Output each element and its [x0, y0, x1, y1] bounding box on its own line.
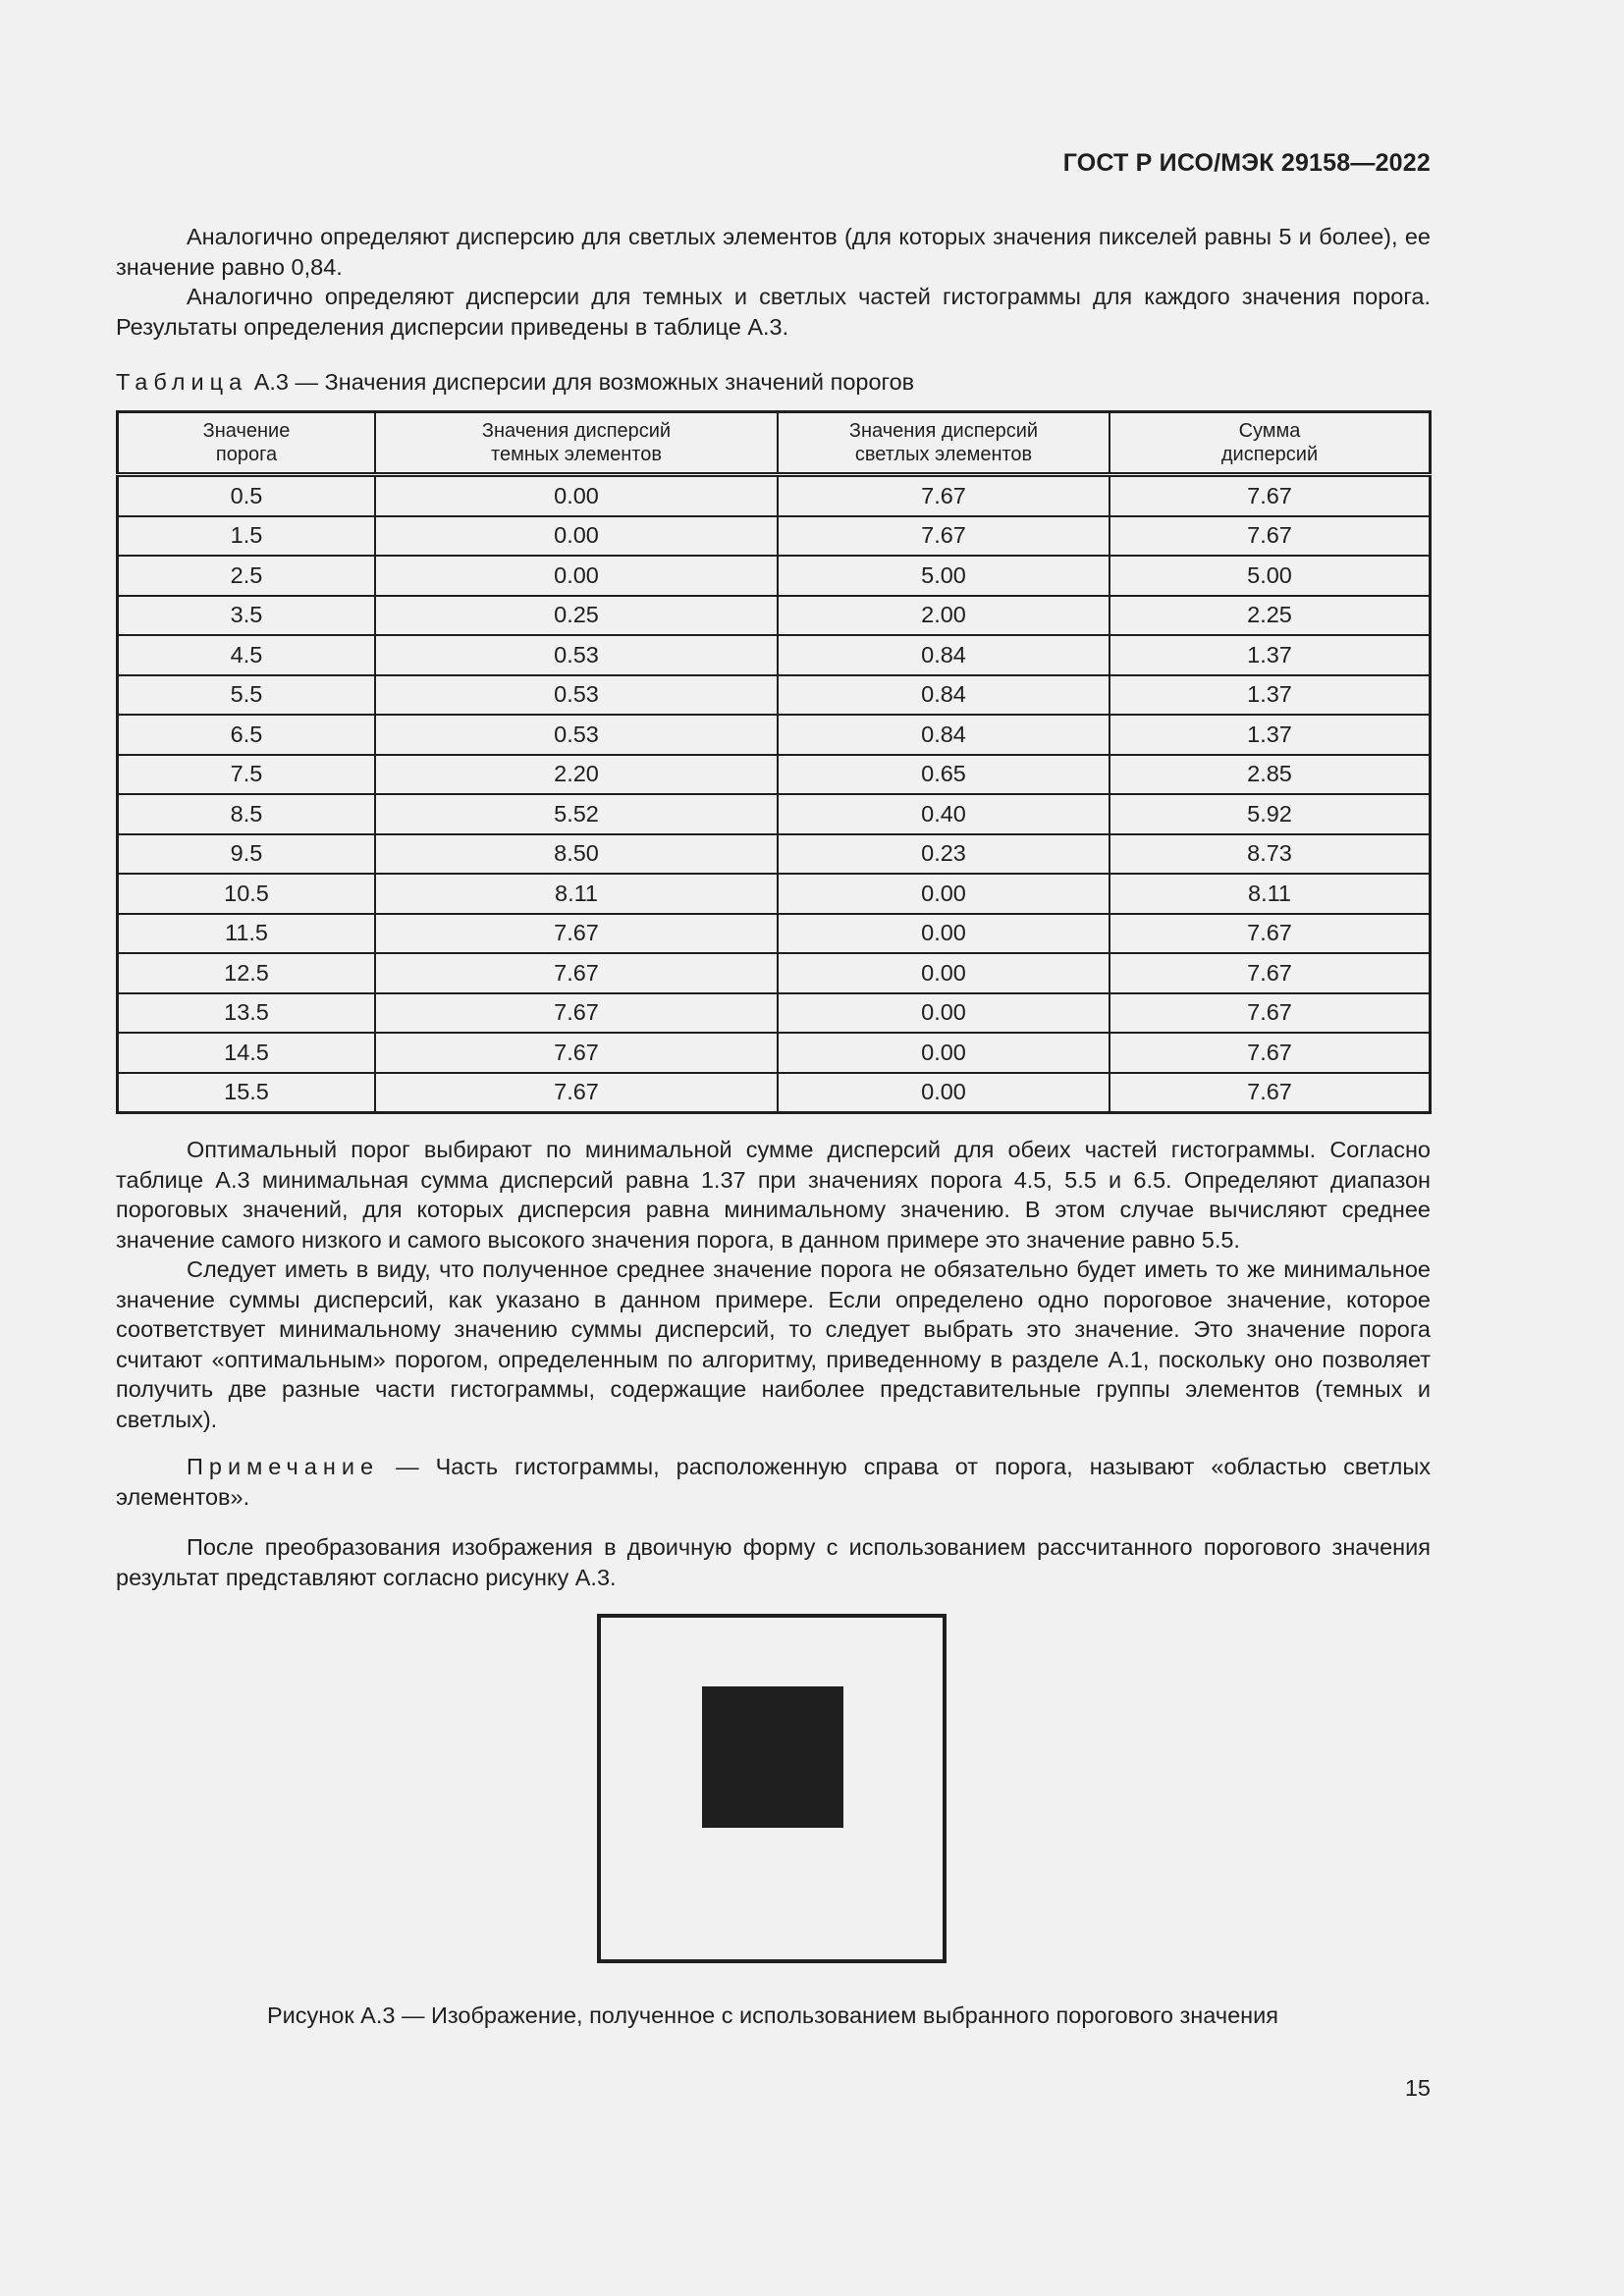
table-cell: 7.67 [375, 953, 778, 993]
table-cell: 15.5 [118, 1073, 376, 1113]
table-row [118, 475, 1431, 516]
table-caption [116, 369, 914, 396]
table-cell: 2.20 [375, 755, 778, 795]
table-row [118, 556, 1431, 596]
table-cell: 1.37 [1110, 675, 1431, 716]
table-cell: 0.00 [778, 874, 1110, 914]
figure-caption: Рисунок А.3 — Изображение, полученное с использованием выбранного порогового значения [267, 2002, 1278, 2028]
table-row [118, 715, 1431, 755]
intro-paragraph-1: Аналогично определяют дисперсию для светлых элементов (для которых значения пикселей равны 5 и более), ее значение равно 0,84. [116, 224, 1431, 280]
table-cell: 7.67 [1110, 1033, 1431, 1073]
table-cell: 8.50 [375, 834, 778, 875]
table-cell: 2.25 [1110, 596, 1431, 636]
dispersion-table [116, 410, 1432, 1114]
header-dark-dispersion [375, 412, 778, 475]
table-cell: 0.53 [375, 715, 778, 755]
table-cell: 0.00 [778, 914, 1110, 954]
table-cell: 3.5 [118, 596, 376, 636]
header-label: Значения дисперсий темных элементов [481, 420, 672, 465]
intro-text [116, 222, 1431, 342]
table-cell: 0.84 [778, 675, 1110, 716]
document-header: ГОСТ Р ИСО/МЭК 29158—2022 [1062, 149, 1431, 177]
table-row [118, 914, 1431, 954]
table-cell: 5.00 [1110, 556, 1431, 596]
table-cell: 0.00 [778, 953, 1110, 993]
table-cell: 13.5 [118, 993, 376, 1034]
table-row [118, 993, 1431, 1034]
table-body [118, 475, 1431, 1113]
intro-paragraph-2: Аналогично определяют дисперсии для темных и светлых частей гистограммы для каждого значения порога. Результаты определения дисперсии приведены в таблице А.3. [116, 284, 1431, 340]
table-cell: 0.5 [118, 475, 376, 516]
table-cell: 9.5 [118, 834, 376, 875]
table-cell: 5.00 [778, 556, 1110, 596]
table-cell: 0.00 [778, 1073, 1110, 1113]
note-text: — Часть гистограммы, расположенную справа от порога, называют «областью светлых элементов». [116, 1454, 1431, 1510]
body-paragraph-2: Следует иметь в виду, что полученное среднее значение порога не обязательно будет иметь то же минимальное значение суммы дисперсий, как указано в данном примере. Если определено одно пороговое значение, которое соответствует минимальному значению суммы дисперсий, то следует выбрать это значение. Это значение порога считают «оптимальным» порогом, определенным по алгоритму, приведенному в разделе А.1, поскольку оно позволяет получить две разные части гистограммы, содержащие наиболее представительные группы элементов (темных и светлых). [116, 1256, 1431, 1432]
table-cell: 7.67 [375, 993, 778, 1034]
table-cell: 8.5 [118, 794, 376, 834]
table-cell: 10.5 [118, 874, 376, 914]
table-row [118, 953, 1431, 993]
table-cell: 0.84 [778, 635, 1110, 675]
table-cell: 7.67 [1110, 516, 1431, 557]
table-cell: 0.00 [778, 1033, 1110, 1073]
table-cell: 11.5 [118, 914, 376, 954]
table-cell: 7.67 [375, 1073, 778, 1113]
table-cell: 7.67 [1110, 475, 1431, 516]
body-text [116, 1135, 1431, 1601]
table-cell: 0.00 [375, 475, 778, 516]
header-light-dispersion [778, 412, 1110, 475]
table-cell: 0.53 [375, 635, 778, 675]
table-cell: 7.67 [778, 475, 1110, 516]
table-cell: 2.5 [118, 556, 376, 596]
table-row [118, 675, 1431, 716]
header-label: Значения дисперсий светлых элементов [848, 420, 1039, 465]
table-cell: 0.25 [375, 596, 778, 636]
body-paragraph-3: После преобразования изображения в двоичную форму с использованием рассчитанного порогового значения результат представляют согласно рисунку А.3. [116, 1534, 1431, 1590]
table-cell: 0.00 [375, 556, 778, 596]
table-cell: 7.67 [375, 1033, 778, 1073]
table-cell: 8.73 [1110, 834, 1431, 875]
table-cell: 14.5 [118, 1033, 376, 1073]
table-row [118, 755, 1431, 795]
table-header-row [118, 412, 1431, 475]
page-number: 15 [1404, 2075, 1431, 2101]
table-row [118, 1073, 1431, 1113]
table-cell: 0.00 [778, 993, 1110, 1034]
table-caption-text: А.3 — Значения дисперсии для возможных значений порогов [253, 369, 915, 395]
table-cell: 7.67 [375, 914, 778, 954]
table-cell: 7.67 [1110, 1073, 1431, 1113]
table-cell: 0.40 [778, 794, 1110, 834]
table-cell: 0.53 [375, 675, 778, 716]
table-cell: 5.5 [118, 675, 376, 716]
body-paragraph-1: Оптимальный порог выбирают по минимальной сумме дисперсий для обеих частей гистограммы. Согласно таблице А.3 минимальная сумма дисперсий равна 1.37 при значениях порога 4.5, 5.5 и 6.5. Определяют диапазон пороговых значений, для которых дисперсия равна минимальному значению. В этом случае вычисляют среднее значение самого низкого и самого высокого значения порога, в данном примере это значение равно 5.5. [116, 1137, 1431, 1253]
table-row [118, 834, 1431, 875]
header-label: Значение порога [202, 420, 291, 465]
table-row [118, 596, 1431, 636]
header-threshold [118, 412, 376, 475]
table-cell: 5.52 [375, 794, 778, 834]
figure-dark-square [702, 1686, 843, 1828]
table-cell: 0.23 [778, 834, 1110, 875]
table-row [118, 516, 1431, 557]
note-paragraph [116, 1452, 1431, 1512]
note-label: Примечание [187, 1454, 380, 1479]
table-row [118, 794, 1431, 834]
table-caption-label: Таблица [116, 369, 248, 395]
table-row [118, 635, 1431, 675]
table-row [118, 874, 1431, 914]
table-row [118, 1033, 1431, 1073]
table-cell: 1.5 [118, 516, 376, 557]
table-cell: 1.37 [1110, 635, 1431, 675]
figure-binary-image [597, 1614, 947, 1963]
table-cell: 2.00 [778, 596, 1110, 636]
table-cell: 12.5 [118, 953, 376, 993]
table-cell: 0.65 [778, 755, 1110, 795]
table-cell: 7.67 [778, 516, 1110, 557]
table-cell: 7.67 [1110, 914, 1431, 954]
table-cell: 8.11 [1110, 874, 1431, 914]
table-cell: 1.37 [1110, 715, 1431, 755]
table-cell: 2.85 [1110, 755, 1431, 795]
table-cell: 8.11 [375, 874, 778, 914]
table-cell: 5.92 [1110, 794, 1431, 834]
header-sum-dispersion [1110, 412, 1431, 475]
table-cell: 7.5 [118, 755, 376, 795]
table-cell: 0.00 [375, 516, 778, 557]
table-cell: 7.67 [1110, 953, 1431, 993]
header-label: Сумма дисперсий [1220, 420, 1319, 465]
table-cell: 4.5 [118, 635, 376, 675]
table-cell: 0.84 [778, 715, 1110, 755]
table-cell: 7.67 [1110, 993, 1431, 1034]
table-cell: 6.5 [118, 715, 376, 755]
